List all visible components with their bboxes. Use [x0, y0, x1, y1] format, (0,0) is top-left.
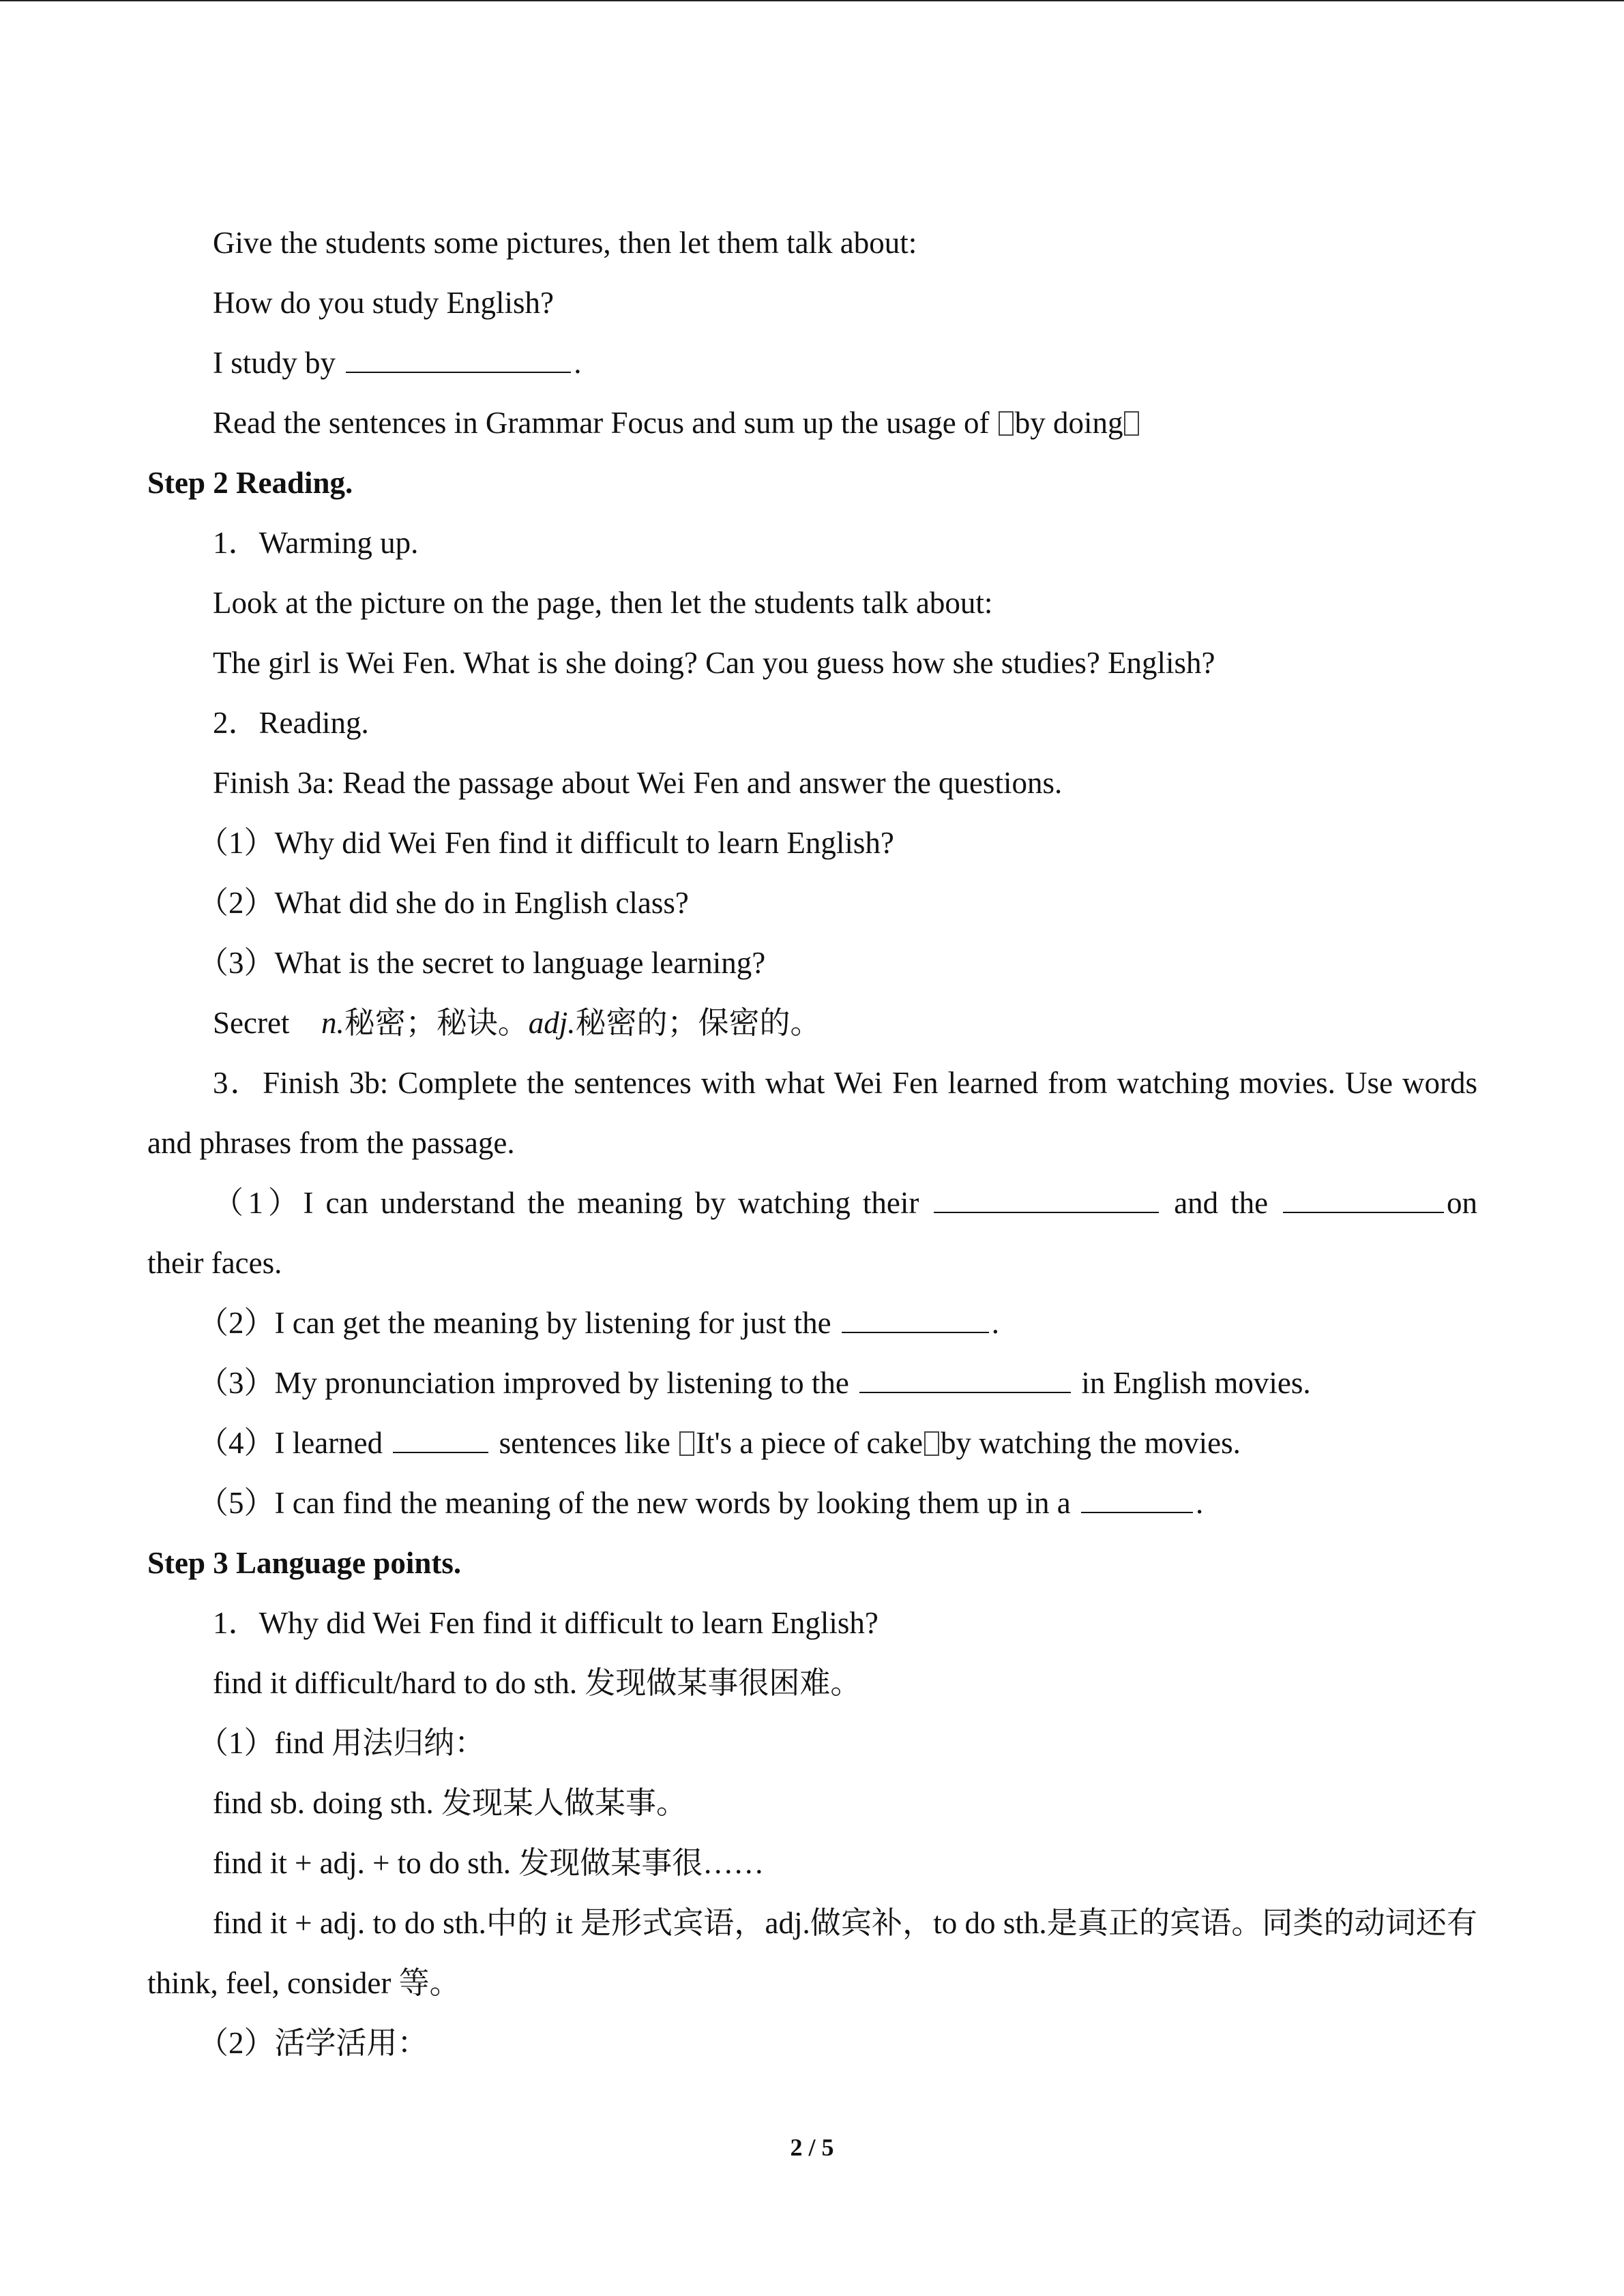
text: （1）I can understand the meaning by watching their — [213, 1186, 919, 1220]
answer-blank — [393, 1431, 488, 1453]
grammar-explanation — [147, 1893, 1477, 2013]
text: find it + adj. to do sth.中的 it 是形式宾语，adj.做宾补，to do sth.是真正的宾语。同类的动词还有 think, feel, consider 等。 — [147, 1906, 1477, 2000]
question-3: （3）What is the secret to language learning? — [198, 946, 766, 980]
top-border-line — [0, 0, 1624, 1]
phrase-find-it-adj: find it + adj. + to do sth. 发现做某事很…… — [213, 1846, 765, 1880]
step2-instruction: Look at the picture on the page, then let the students talk about: — [213, 586, 993, 620]
missing-glyph-box — [679, 1431, 694, 1456]
find-usage-heading: （1）find 用法归纳： — [198, 1726, 486, 1760]
question-1: （1）Why did Wei Fen find it difficult to learn English? — [198, 826, 894, 860]
text: by doing — [1014, 406, 1123, 440]
word: Secret — [213, 1006, 290, 1040]
answer-blank — [1283, 1191, 1444, 1213]
text: in English movies. — [1081, 1366, 1311, 1400]
text: by watching the movies. — [940, 1426, 1241, 1460]
missing-glyph-box — [999, 411, 1014, 436]
step2-item-reading: 2．Reading. — [213, 706, 369, 740]
text: Read the sentences in Grammar Focus and sum up the usage of — [213, 406, 990, 440]
text: and the — [1174, 1186, 1269, 1220]
part-of-speech: n. — [321, 1006, 344, 1040]
section-heading-step2: Step 2 Reading. — [147, 466, 353, 500]
step2-question: The girl is Wei Fen. What is she doing? Can you guess how she studies? English? — [213, 646, 1215, 680]
answer-blank — [842, 1311, 989, 1333]
answer-blank — [346, 351, 571, 373]
missing-glyph-box — [1124, 411, 1139, 436]
phrase-find-difficult: find it difficult/hard to do sth. 发现做某事很困难。 — [213, 1666, 861, 1700]
phrase-find-doing: find sb. doing sth. 发现某人做某事。 — [213, 1786, 688, 1820]
question-2: （2）What did she do in English class? — [198, 886, 689, 920]
text: . — [991, 1306, 1000, 1340]
step2-finish-3b — [147, 1053, 1477, 1173]
text: 3．Finish 3b: Complete the sentences with what Wei Fen learned from watching movies. Use words and phrases from the passage. — [147, 1066, 1477, 1160]
definition: 秘密的；保密的。 — [575, 1006, 821, 1040]
document-body — [147, 213, 1477, 2073]
text: （5）I can find the meaning of the new words by looking them up in a — [198, 1486, 1071, 1520]
text: . — [1195, 1486, 1204, 1520]
fill-sentence-2 — [147, 1293, 1477, 1353]
vocab-secret — [147, 993, 1477, 1053]
quote: It's a piece of cake — [696, 1426, 923, 1460]
fill-sentence-1 — [147, 1173, 1477, 1293]
paragraph-grammar-focus — [147, 393, 1477, 453]
paragraph-fill-in — [147, 333, 1477, 393]
text: I study by — [213, 346, 336, 380]
fill-sentence-3 — [147, 1353, 1477, 1413]
missing-glyph-box — [924, 1431, 939, 1456]
step2-finish-3a: Finish 3a: Read the passage about Wei Fen and answer the questions. — [213, 766, 1063, 800]
text: . — [574, 346, 582, 380]
paragraph-question: How do you study English? — [213, 286, 554, 320]
text: （3）My pronunciation improved by listening to the — [198, 1366, 849, 1400]
section-heading-step3: Step 3 Language points. — [147, 1546, 462, 1580]
answer-blank — [859, 1371, 1071, 1393]
paragraph-intro: Give the students some pictures, then let them talk about: — [213, 226, 917, 260]
text: sentences like — [499, 1426, 670, 1460]
step2-item-warming-up: 1．Warming up. — [213, 526, 419, 560]
practice-heading: （2）活学活用： — [198, 2026, 428, 2060]
fill-sentence-4 — [147, 1413, 1477, 1473]
fill-sentence-5 — [147, 1473, 1477, 1533]
answer-blank — [934, 1191, 1159, 1213]
text: on their faces. — [147, 1186, 1478, 1280]
page-number: 2 / 5 — [790, 2134, 834, 2161]
part-of-speech: adj. — [528, 1006, 576, 1040]
step3-question: 1．Why did Wei Fen find it difficult to learn English? — [213, 1606, 879, 1640]
text: （2）I can get the meaning by listening for just the — [198, 1306, 831, 1340]
definition: 秘密；秘诀。 — [344, 1006, 529, 1040]
text: （4）I learned — [198, 1426, 383, 1460]
answer-blank — [1081, 1491, 1193, 1513]
